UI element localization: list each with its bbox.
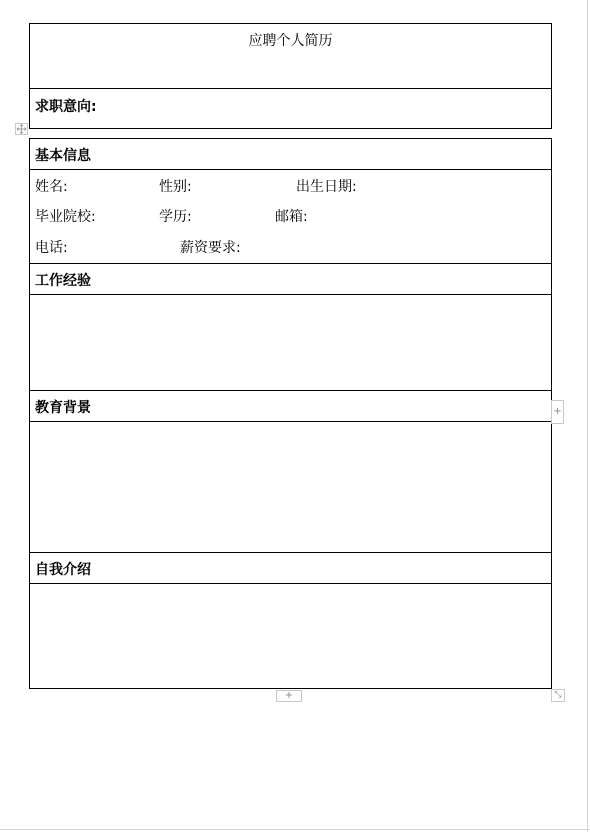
name-label: 姓名: xyxy=(35,179,68,195)
page-right-edge xyxy=(587,0,588,832)
work-experience-body-row[interactable] xyxy=(30,295,551,391)
resize-icon: ⤡ xyxy=(554,690,562,700)
education-body-row[interactable] xyxy=(30,422,551,553)
add-row-button[interactable] xyxy=(276,690,302,702)
education-heading: 教育背景 xyxy=(35,400,91,416)
work-experience-heading: 工作经验 xyxy=(35,273,91,289)
resume-title: 应聘个人简历 xyxy=(248,33,333,49)
table-resize-handle[interactable] xyxy=(551,689,565,702)
email-label: 邮箱: xyxy=(275,209,308,225)
birth-date-label: 出生日期: xyxy=(296,179,357,195)
job-intention-label: 求职意向: xyxy=(35,99,97,115)
self-intro-body-row[interactable] xyxy=(30,584,551,688)
education-header-row[interactable] xyxy=(30,391,551,422)
self-intro-header-row[interactable] xyxy=(30,553,551,584)
move-icon xyxy=(16,124,27,134)
self-intro-heading: 自我介绍 xyxy=(35,562,91,578)
basic-info-body-row[interactable] xyxy=(30,170,551,264)
basic-info-header-row[interactable] xyxy=(30,139,551,170)
table-move-handle[interactable] xyxy=(15,123,28,135)
page-bottom-edge xyxy=(0,829,590,830)
school-label: 毕业院校: xyxy=(35,209,96,225)
basic-info-heading: 基本信息 xyxy=(35,148,91,164)
resume-table xyxy=(29,138,552,689)
phone-label: 电话: xyxy=(35,240,68,256)
title-row xyxy=(30,24,551,89)
plus-icon: + xyxy=(284,690,294,701)
add-column-button[interactable] xyxy=(551,400,564,424)
job-intention-row[interactable] xyxy=(30,89,551,128)
plus-icon: + xyxy=(553,406,562,417)
gender-label: 性别: xyxy=(159,179,192,195)
work-experience-header-row[interactable] xyxy=(30,264,551,295)
header-table xyxy=(29,23,552,129)
education-level-label: 学历: xyxy=(159,209,192,225)
salary-label: 薪资要求: xyxy=(180,240,241,256)
